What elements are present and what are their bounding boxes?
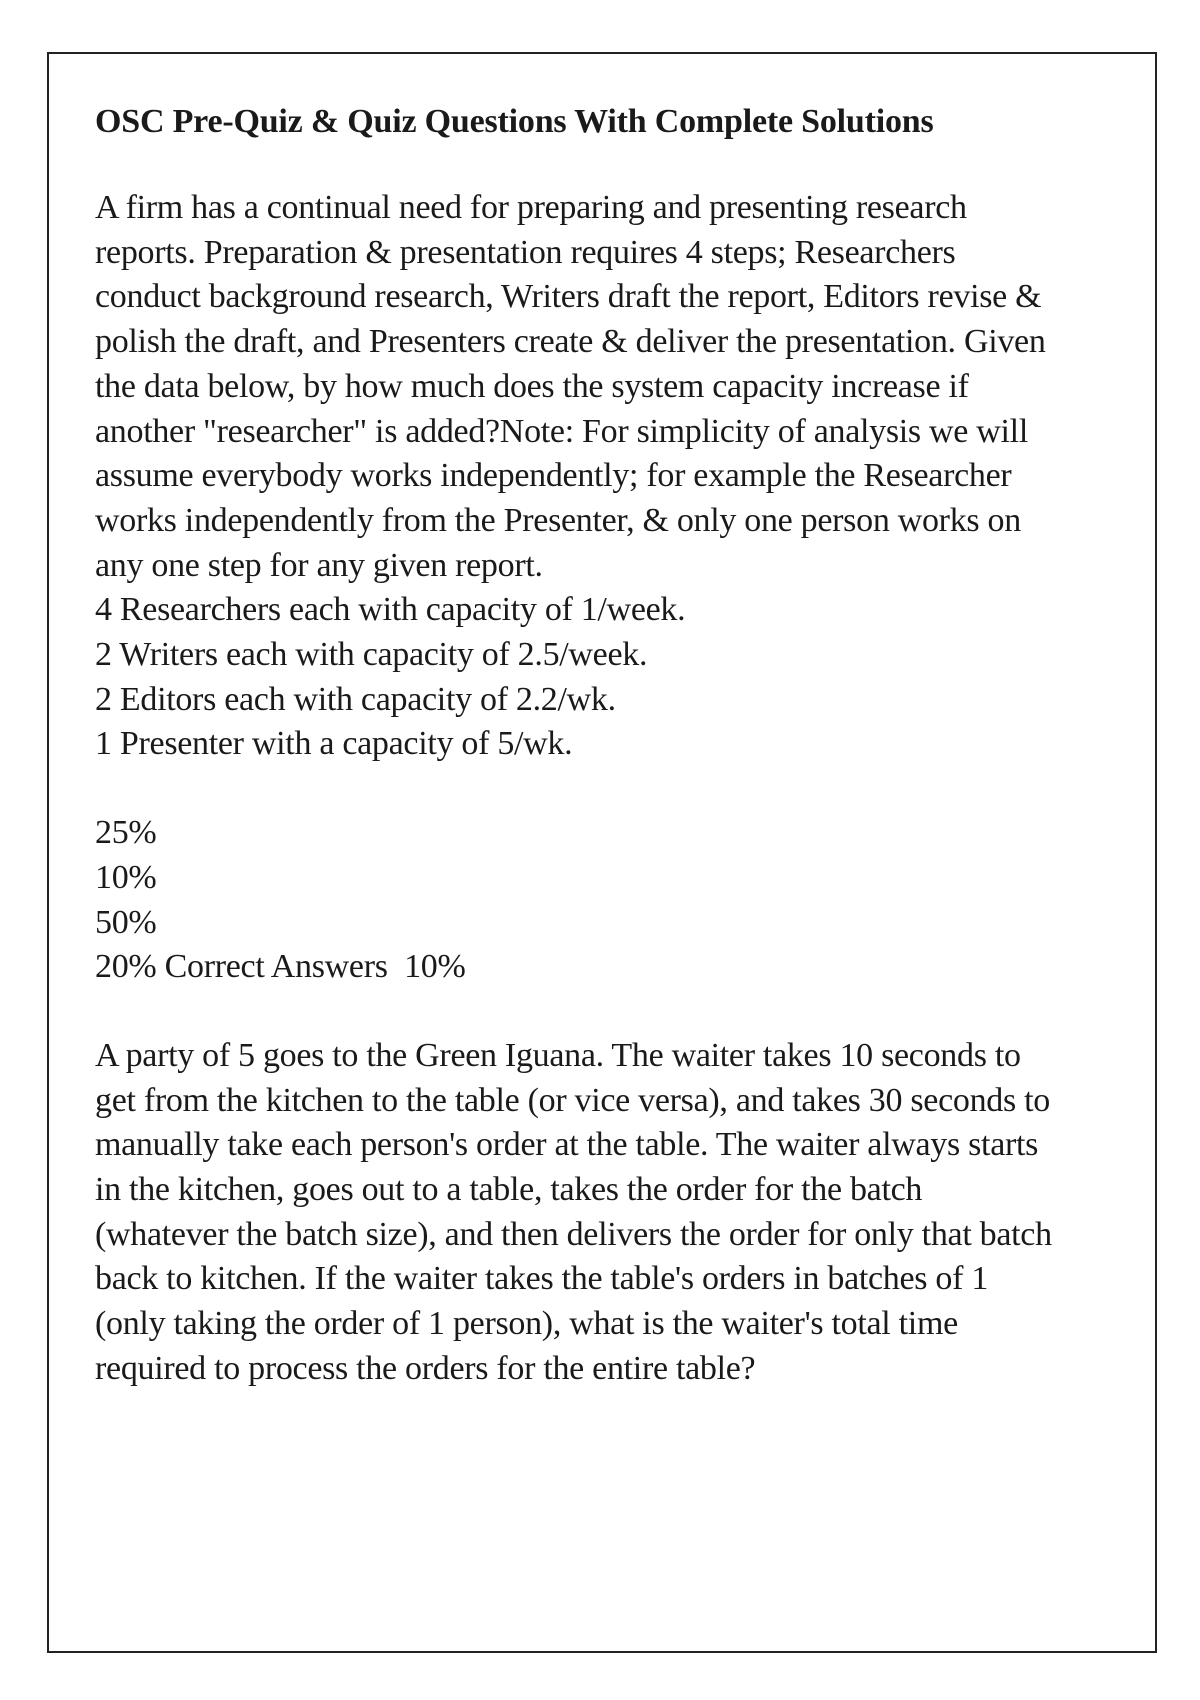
spacer [95,990,1055,1034]
answer-option-with-correct-answer: 20% Correct Answers 10% [95,948,466,986]
question-1 [95,186,1055,990]
spacer [95,767,1055,811]
question-2 [95,1034,1055,1392]
data-line-researchers: 4 Researchers each with capacity of 1/week. [95,591,686,629]
answer-option: 25% [95,814,157,852]
document-content [95,100,1055,1392]
data-line-writers: 2 Writers each with capacity of 2.5/week. [95,636,648,674]
answer-option: 10% [95,858,157,896]
answer-option: 50% [95,903,157,941]
question-1-text: A firm has a continual need for preparing and presenting research reports. Preparation & presentation requires 4 steps; Researchers conduct background research, Writers draft the report, Editors revise & polish the draft, and Presenters create & deliver the presentation. Given the data below, by how much does the system capacity increase if another "researcher" is added?Note: For simplicity of analysis we will assume everybody works independently; for example the Researcher works independently from the Presenter, & only one person works on any one step for any given report. [95,189,1046,584]
document-title: OSC Pre-Quiz & Quiz Questions With Complete Solutions [95,103,934,140]
question-2-text: A party of 5 goes to the Green Iguana. The waiter takes 10 seconds to get from the kitchen to the table (or vice versa), and takes 30 seconds to manually take each person's order at the table. The waiter always starts in the kitchen, goes out to a table, takes the order for the batch (whatever the batch size), and then delivers the order for only that batch back to kitchen. If the waiter takes the table's orders in batches of 1 (only taking the order of 1 person), what is the waiter's total time required to process the orders for the entire table? [95,1036,1052,1387]
data-line-presenter: 1 Presenter with a capacity of 5/wk. [95,725,573,763]
data-line-editors: 2 Editors each with capacity of 2.2/wk. [95,680,616,718]
